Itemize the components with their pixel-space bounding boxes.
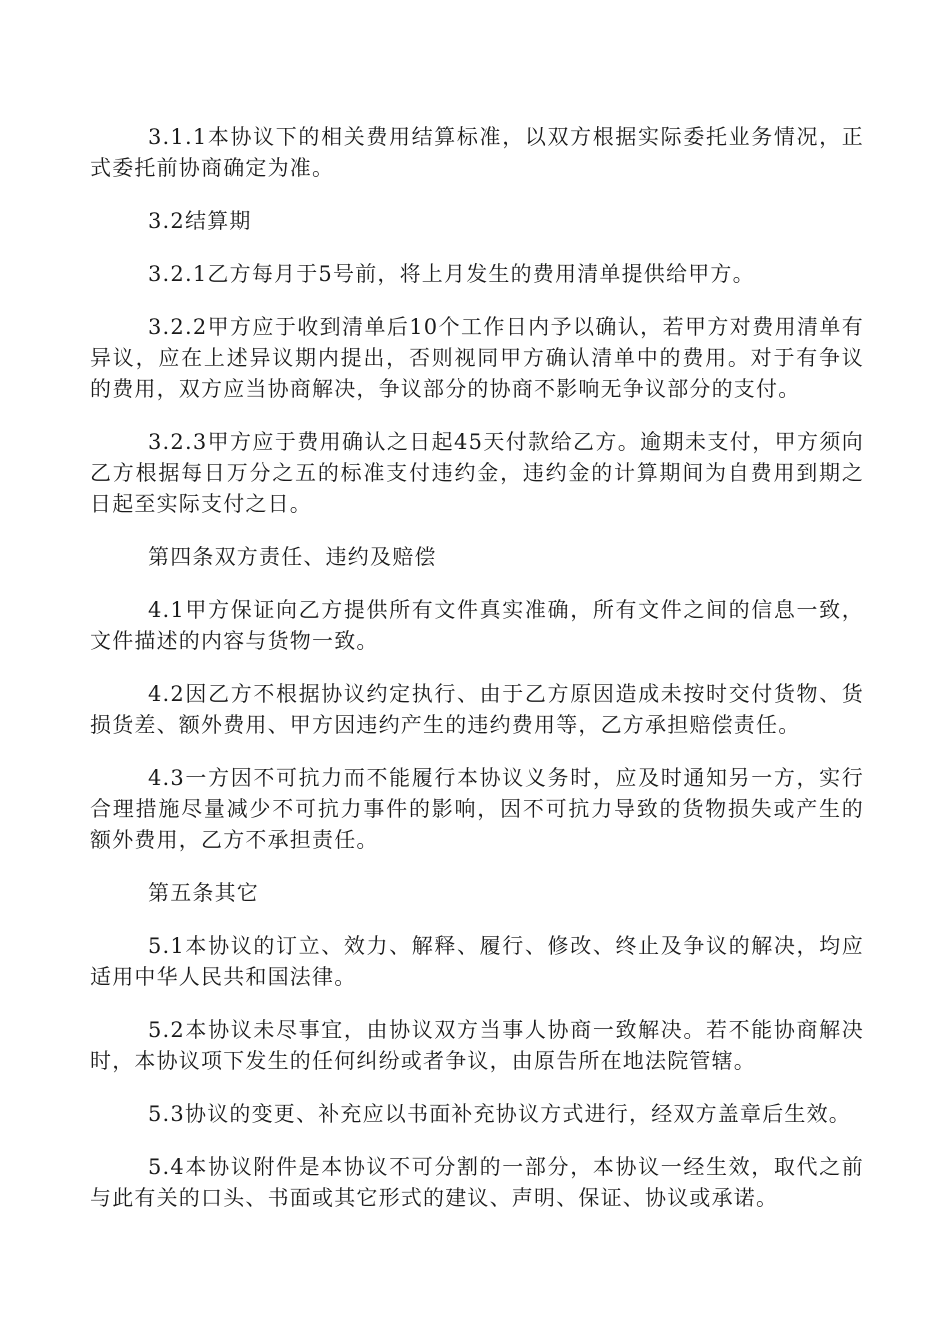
- article-4-heading: 第四条双方责任、违约及赔偿: [148, 545, 437, 569]
- clause-5-3: 5.3协议的变更、补充应以书面补充协议方式进行，经双方盖章后生效。: [148, 1102, 851, 1126]
- clause-4-2: 4.2因乙方不根据协议约定执行、由于乙方原因造成未按时交付货物、货损货差、额外费用、甲方因违约产生的违约费用等，乙方承担赔偿责任。: [90, 682, 864, 737]
- document-body: [90, 122, 864, 1236]
- clause-4-3: 4.3一方因不可抗力而不能履行本协议义务时，应及时通知另一方，实行合理措施尽量减少不可抗力事件的影响，因不可抗力导致的货物损失或产生的额外费用，乙方不承担责任。: [90, 766, 864, 852]
- clause-5-4: 5.4本协议附件是本协议不可分割的一部分，本协议一经生效，取代之前与此有关的口头、书面或其它形式的建议、声明、保证、协议或承诺。: [90, 1155, 864, 1210]
- clause-5-1: 5.1本协议的订立、效力、解释、履行、修改、终止及争议的解决，均应适用中华人民共和国法律。: [90, 934, 864, 989]
- clause-4-1: 4.1甲方保证向乙方提供所有文件真实准确，所有文件之间的信息一致，文件描述的内容与货物一致。: [90, 598, 864, 653]
- article-5-heading: 第五条其它: [148, 881, 259, 905]
- clause-3-2-1: 3.2.1乙方每月于5号前，将上月发生的费用清单提供给甲方。: [148, 262, 755, 286]
- clause-3-2-3: 3.2.3甲方应于费用确认之日起45天付款给乙方。逾期未支付，甲方须向乙方根据每日万分之五的标准支付违约金，违约金的计算期间为自费用到期之日起至实际支付之日。: [90, 430, 864, 516]
- clause-5-2: 5.2本协议未尽事宜，由协议双方当事人协商一致解决。若不能协商解决时，本协议项下发生的任何纠纷或者争议，由原告所在地法院管辖。: [90, 1018, 864, 1073]
- clause-3-2-2: 3.2.2甲方应于收到清单后10个工作日内予以确认，若甲方对费用清单有异议，应在上述异议期内提出，否则视同甲方确认清单中的费用。对于有争议的费用，双方应当协商解决，争议部分的协商不影响无争议部分的支付。: [90, 315, 864, 401]
- clause-3-1-1: 3.1.1本协议下的相关费用结算标准，以双方根据实际委托业务情况，正式委托前协商确定为准。: [90, 125, 864, 180]
- clause-3-2-heading: 3.2结算期: [148, 209, 252, 233]
